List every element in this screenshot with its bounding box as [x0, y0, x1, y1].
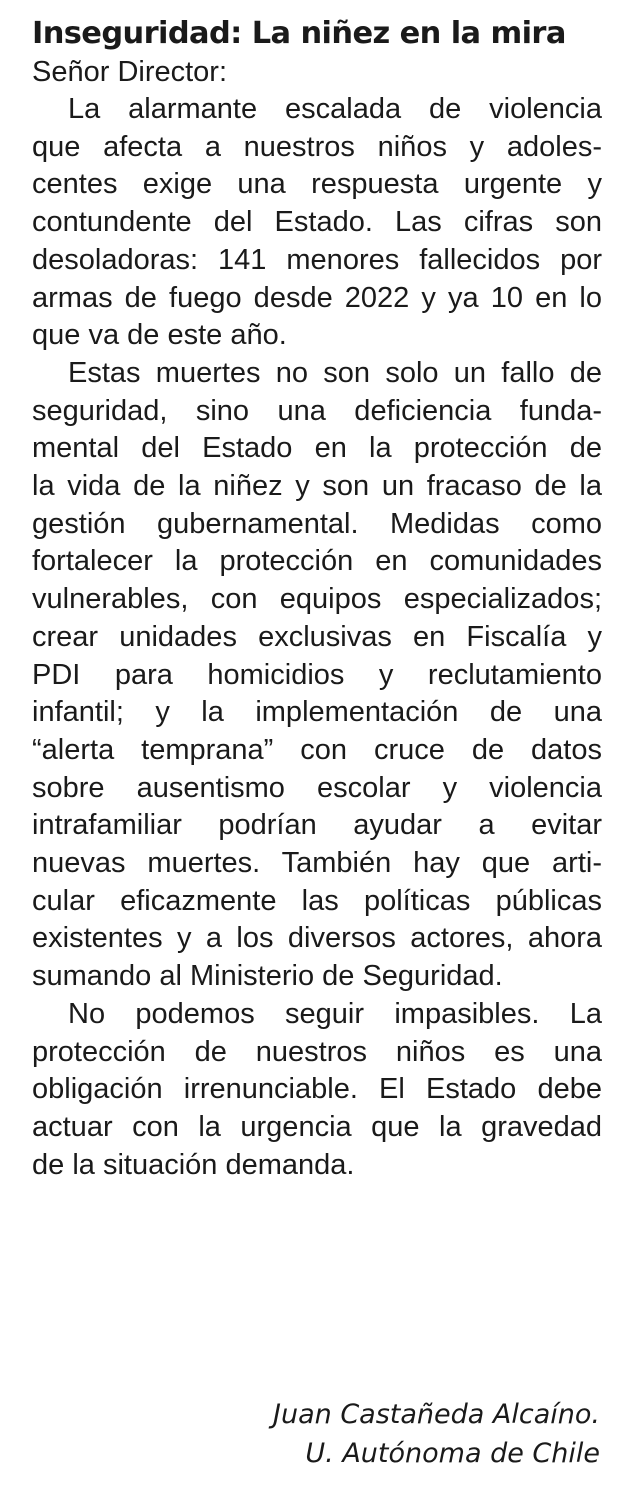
paragraph-line: Estas muertes no son solo un fallo de — [68, 356, 602, 389]
paragraph-line: cular eficazmente las políticas públicas — [32, 884, 602, 917]
paragraph-line: armas de fuego desde 2022 y ya 10 en lo — [32, 281, 602, 314]
letter-paragraph — [32, 91, 602, 355]
paragraph-line: nuevas muertes. También hay que arti- — [32, 847, 602, 880]
paragraph-line: “alerta temprana” con cruce de datos — [32, 733, 602, 766]
paragraph-line: seguridad, sino una deficiencia funda- — [32, 394, 602, 427]
paragraph-line: crear unidades exclusivas en Fiscalía y — [32, 620, 602, 653]
letter-paragraph — [32, 355, 602, 996]
paragraph-line: que afecta a nuestros niños y adoles- — [32, 130, 602, 163]
signature-name: Juan Castañeda Alcaíno. — [273, 1399, 600, 1430]
letter-headline: Inseguridad: La niñez en la mira — [32, 16, 566, 51]
letter-article — [32, 14, 602, 1184]
letter-paragraph — [32, 996, 602, 1185]
paragraph-line: sobre ausentismo escolar y violencia — [32, 771, 602, 804]
paragraph-line: sumando al Ministerio de Seguridad. — [32, 960, 503, 993]
paragraph-line: intrafamiliar podrían ayudar a evitar — [32, 809, 602, 842]
paragraph-line: centes exige una respuesta urgente y — [32, 168, 602, 201]
paragraph-line: desoladoras: 141 menores fallecidos por — [32, 243, 602, 276]
signature-affiliation: U. Autónoma de Chile — [305, 1438, 600, 1469]
letter-body — [32, 91, 602, 1184]
paragraph-line: que va de este año. — [32, 319, 287, 352]
paragraph-line: la vida de la niñez y son un fracaso de la — [32, 470, 602, 503]
paragraph-line: PDI para homicidios y reclutamiento — [32, 658, 602, 691]
paragraph-line: de la situación demanda. — [32, 1148, 355, 1181]
paragraph-line: La alarmante escalada de violencia — [68, 93, 602, 125]
paragraph-line: protección de nuestros niños es una — [32, 1035, 602, 1068]
paragraph-line: vulnerables, con equipos especializados; — [32, 583, 602, 616]
paragraph-line: mental del Estado en la protección de — [32, 432, 602, 465]
paragraph-line: No podemos seguir impasibles. La — [68, 997, 602, 1030]
paragraph-line: gestión gubernamental. Medidas como — [32, 507, 602, 540]
paragraph-line: existentes y a los diversos actores, ahora — [32, 922, 602, 955]
letter-salutation: Señor Director: — [32, 56, 228, 88]
letter-signature — [273, 1395, 600, 1473]
paragraph-line: actuar con la urgencia que la gravedad — [32, 1110, 602, 1143]
paragraph-line: contundente del Estado. Las cifras son — [32, 206, 602, 239]
paragraph-line: fortalecer la protección en comunidades — [32, 545, 602, 578]
paragraph-line: obligación irrenunciable. El Estado debe — [32, 1073, 602, 1106]
paragraph-line: infantil; y la implementación de una — [32, 696, 602, 729]
